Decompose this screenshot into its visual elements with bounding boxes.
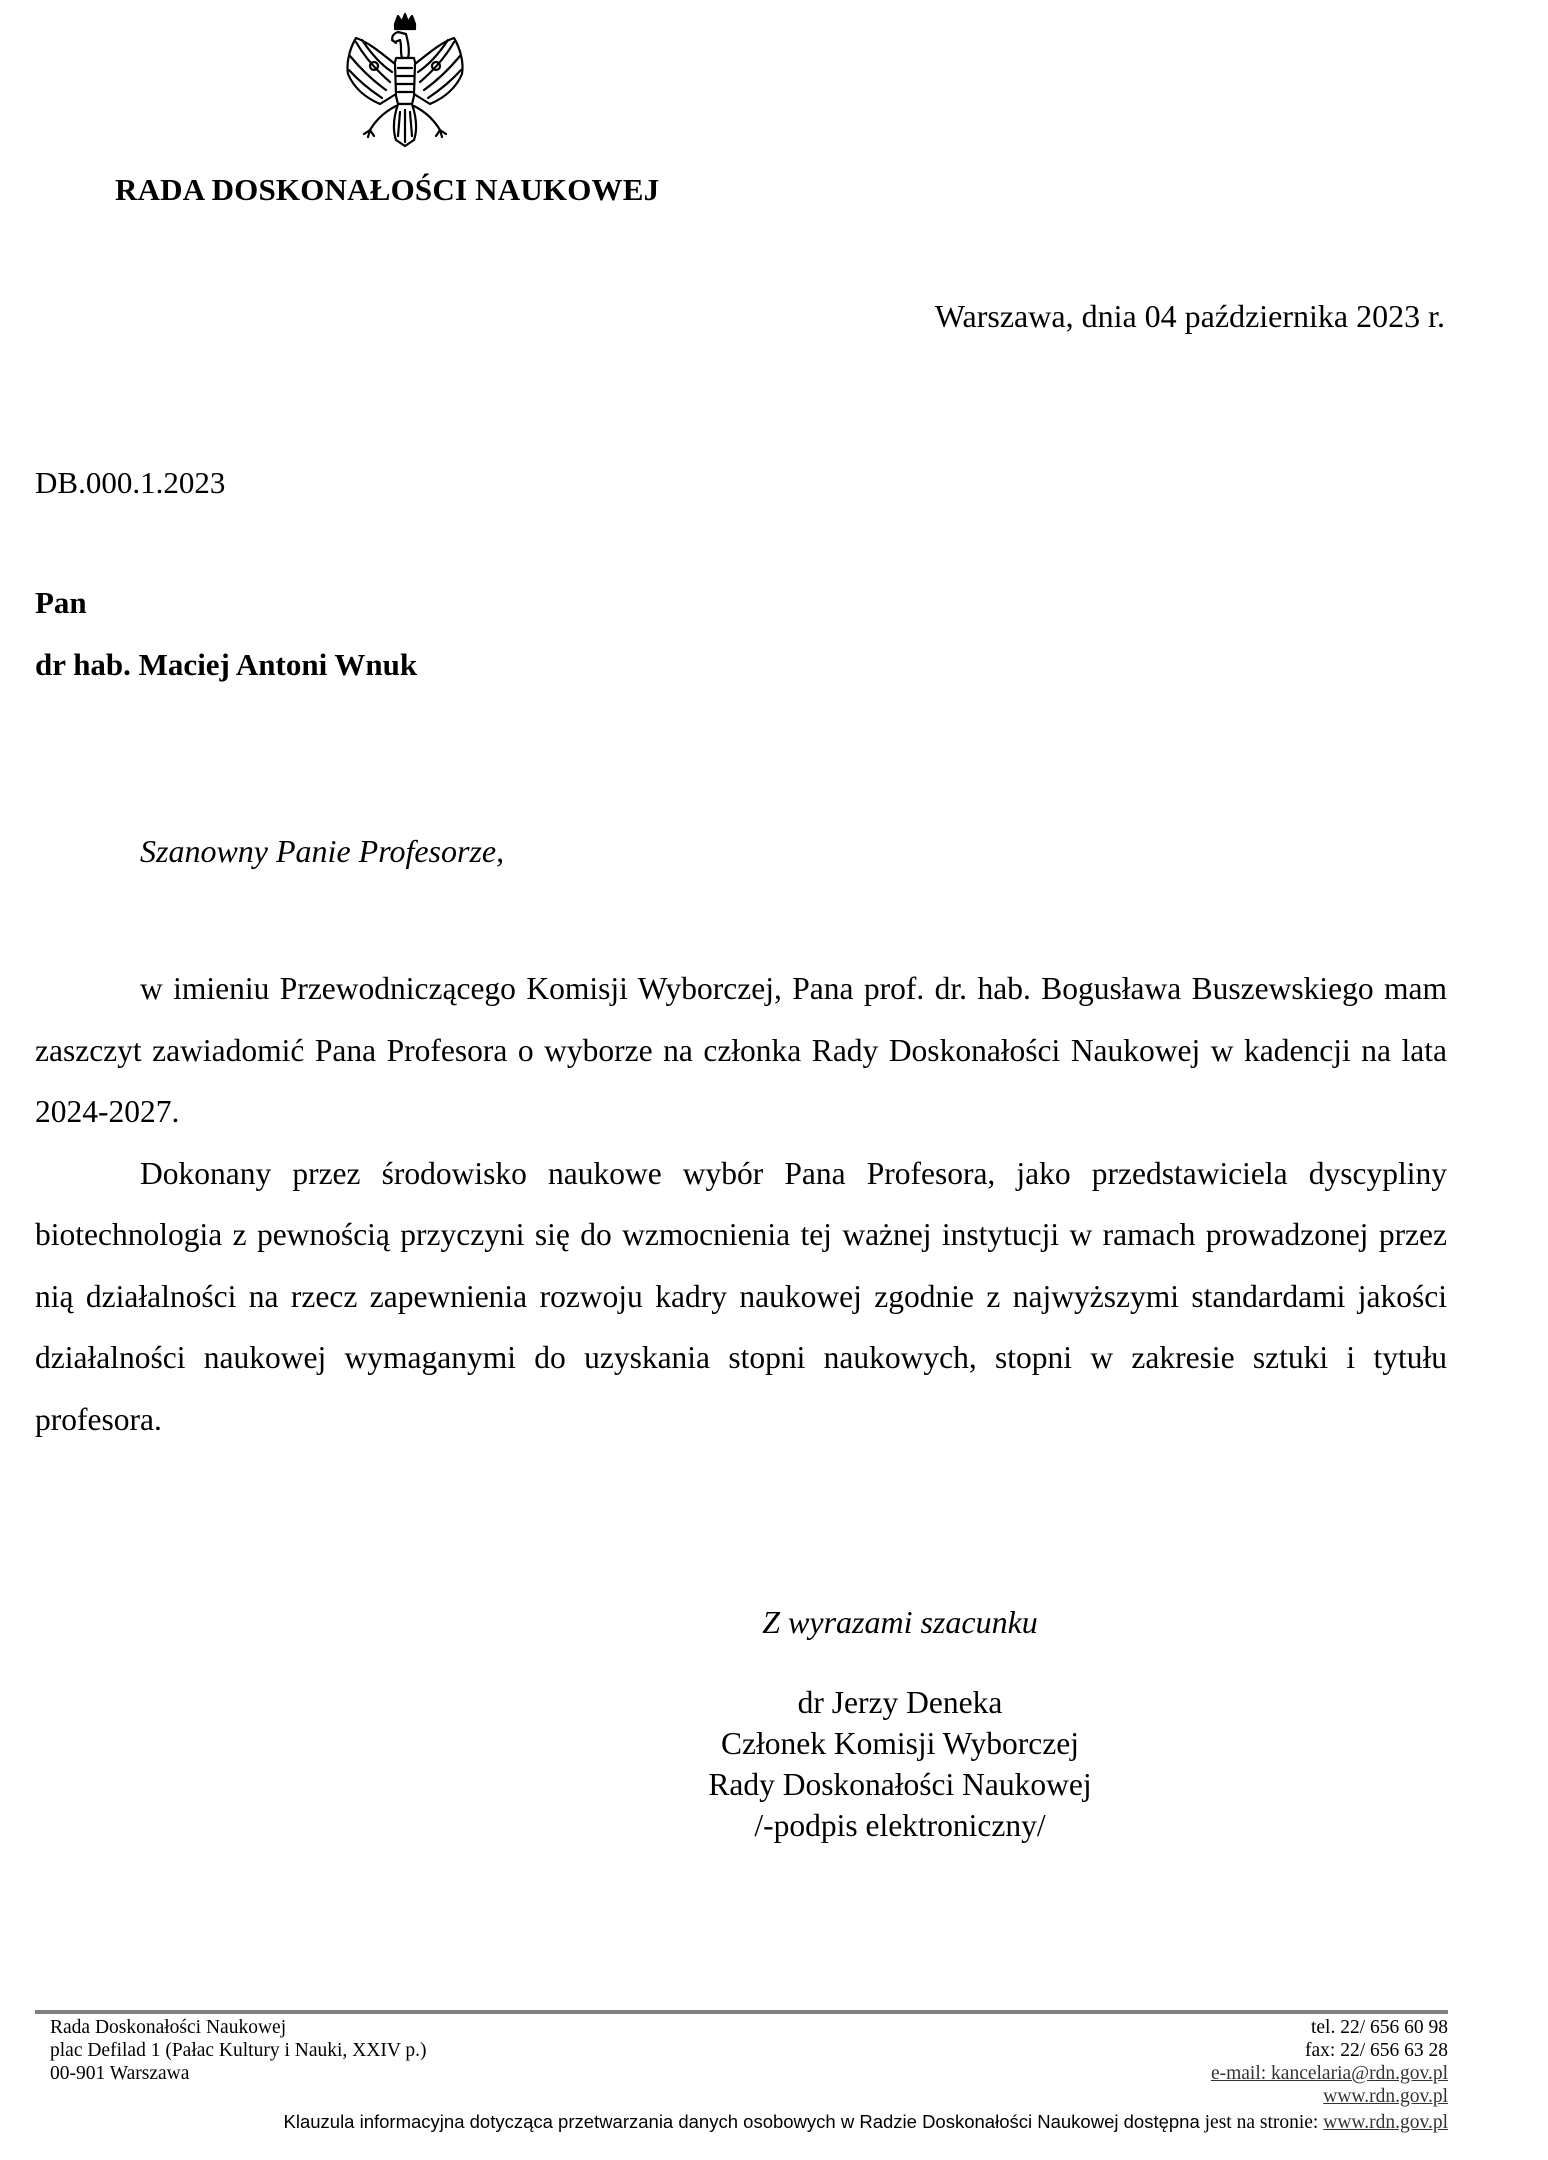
- body-paragraph: w imieniu Przewodniczącego Komisji Wyborczej, Pana prof. dr. hab. Bogusława Buszewskiego mam zaszczyt zawiadomić Pana Profesora o wyborze na członka Rady Doskonałości Naukowej w kadencji na lata 2024-2027.: [35, 971, 1447, 1129]
- closing-phrase: Z wyrazami szacunku: [762, 1604, 1038, 1640]
- signatory-name: dr Jerzy Deneka: [797, 1685, 1003, 1720]
- signature-note: /-podpis elektroniczny/: [754, 1808, 1046, 1843]
- footer-address: [50, 2016, 427, 2085]
- footer-address-line: plac Defilad 1 (Pałac Kultury i Nauki, XXIV p.): [50, 2040, 427, 2061]
- signatory-role: Członek Komisji Wyborczej: [721, 1726, 1079, 1761]
- signature-block: [600, 1682, 1200, 1846]
- recipient-name: dr hab. Maciej Antoni Wnuk: [35, 647, 418, 682]
- footer-contact: [1211, 2016, 1448, 2108]
- organization-heading: RADA DOSKONAŁOŚCI NAUKOWEJ: [115, 172, 660, 207]
- privacy-clause: [35, 2111, 1448, 2134]
- footer-fax: fax: 22/ 656 63 28: [1305, 2040, 1448, 2061]
- letter-body: [35, 958, 1447, 1450]
- footer-phone: tel. 22/ 656 60 98: [1310, 2017, 1448, 2038]
- salutation: Szanowny Panie Profesorze,: [140, 833, 505, 869]
- footer-email-link[interactable]: e-mail: kancelaria@rdn.gov.pl: [1210, 2063, 1448, 2084]
- eagle-emblem-icon: [340, 12, 470, 160]
- privacy-clause-text-serif: jest na stronie:: [1199, 2112, 1324, 2133]
- footer-website-link[interactable]: www.rdn.gov.pl: [1323, 2086, 1448, 2107]
- footer-divider: [35, 2010, 1448, 2014]
- signatory-body: Rady Doskonałości Naukowej: [708, 1767, 1092, 1802]
- privacy-clause-text: Klauzula informacyjna dotycząca przetwarzania danych osobowych w Radzie Doskonałości Naukowej dostępna: [283, 2111, 1200, 2132]
- reference-number: DB.000.1.2023: [35, 465, 226, 500]
- footer-address-line: 00-901 Warszawa: [50, 2063, 190, 2084]
- privacy-clause-link[interactable]: www.rdn.gov.pl: [1323, 2112, 1448, 2133]
- recipient-title: Pan: [35, 585, 87, 620]
- letter-date: Warszawa, dnia 04 października 2023 r.: [934, 298, 1445, 334]
- footer-address-line: Rada Doskonałości Naukowej: [50, 2017, 287, 2038]
- body-paragraph: Dokonany przez środowisko naukowe wybór Pana Profesora, jako przedstawiciela dyscypliny biotechnologia z pewnością przyczyni się do wzmocnienia tej ważnej instytucji w ramach prowadzonej przez nią działalności na rzecz zapewnienia rozwoju kadry naukowej zgodnie z najwyższymi standardami jakości działalności naukowej wymaganymi do uzyskania stopni naukowych, stopni w zakresie sztuki i tytułu profesora.: [35, 1155, 1447, 1437]
